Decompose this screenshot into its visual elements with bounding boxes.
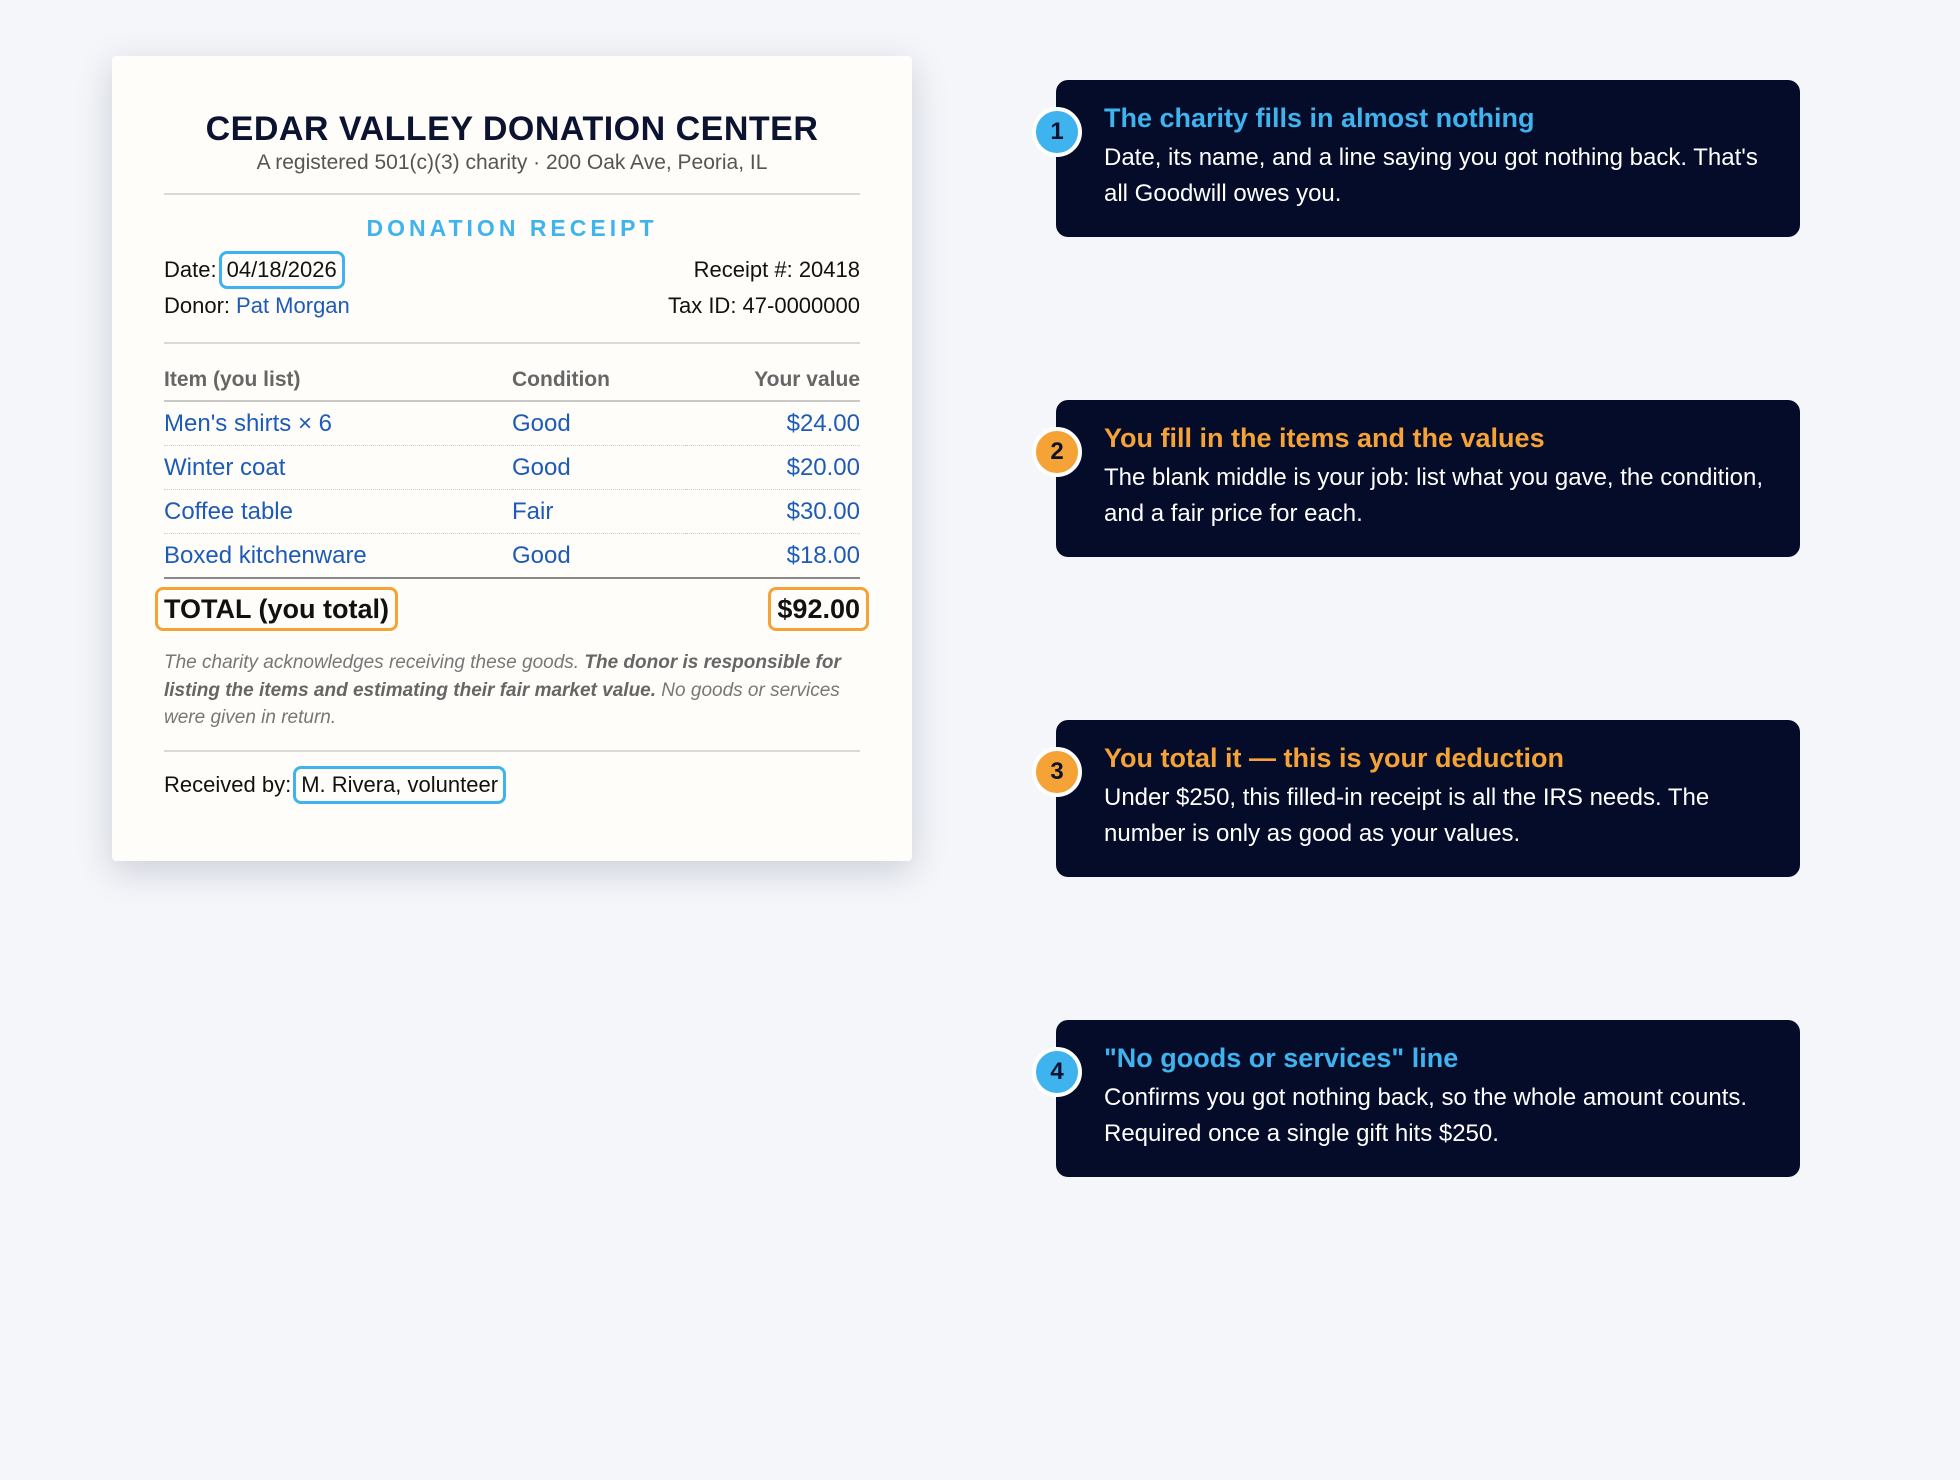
receipt-number: Receipt #: 20418: [693, 257, 860, 283]
table-row: [164, 401, 860, 446]
callout-body: Date, its name, and a line saying you got nothing back. That's all Goodwill owes you.: [1104, 144, 1758, 208]
fine-print-bold: The donor is responsible for listing the items and estimating their fair market value.: [164, 652, 841, 701]
date-label: Date:: [164, 257, 217, 283]
donor-label: Donor:: [164, 293, 231, 319]
table-row: [164, 446, 860, 490]
table-row: [164, 490, 860, 534]
donation-receipt: [112, 56, 912, 861]
item-condition: Fair: [512, 490, 686, 534]
org-subtitle: A registered 501(c)(3) charity · 200 Oak Ave, Peoria, IL: [256, 151, 768, 175]
callout-3: [1050, 720, 1800, 877]
received-value: M. Rivera, volunteer: [293, 766, 506, 804]
callout-body: The blank middle is your job: list what you gave, the condition, and a fair price for each.: [1104, 464, 1764, 528]
item-condition: Good: [512, 446, 686, 490]
org-name: CEDAR VALLEY DONATION CENTER: [205, 110, 819, 148]
date-field: [164, 251, 345, 289]
received-by-field: [164, 766, 860, 804]
donor-field: [164, 293, 350, 319]
total-label: TOTAL (you total): [155, 587, 398, 631]
divider: [164, 342, 860, 344]
donor-name: Pat Morgan: [236, 293, 350, 319]
callout-body: Under $250, this filled-in receipt is all the IRS needs. The number is only as good as your values.: [1104, 784, 1710, 848]
item-name: Men's shirts × 6: [164, 401, 512, 446]
item-condition: Good: [512, 401, 686, 446]
callout-2: [1050, 400, 1800, 557]
divider: [164, 750, 860, 752]
received-label: Received by:: [164, 771, 292, 797]
items-table: [164, 368, 860, 579]
callout-4: [1050, 1020, 1800, 1177]
fine-print-text: The charity acknowledges receiving these goods.: [164, 652, 585, 674]
callout-number-badge: 3: [1032, 747, 1082, 797]
callout-number-badge: 2: [1032, 427, 1082, 477]
table-row: [164, 534, 860, 579]
item-name: Winter coat: [164, 446, 512, 490]
callout-title: You total it — this is your deduction: [1104, 743, 1565, 773]
total-value: $92.00: [768, 587, 869, 631]
date-value: 04/18/2026: [219, 251, 345, 289]
item-value: $24.00: [686, 401, 860, 446]
callout-body: Confirms you got nothing back, so the whole amount counts. Required once a single gift hits $250.: [1104, 1084, 1748, 1148]
item-value: $30.00: [686, 490, 860, 534]
fine-print-no-goods: No goods or services were given in return.: [164, 679, 840, 729]
callout-number-badge: 1: [1032, 107, 1082, 157]
total-row: [155, 583, 869, 635]
callout-title: "No goods or services" line: [1104, 1043, 1459, 1073]
items-table-header: [164, 368, 860, 401]
item-value: $18.00: [686, 534, 860, 579]
item-name: Boxed kitchenware: [164, 534, 512, 579]
divider: [164, 193, 860, 195]
callout-title: You fill in the items and the values: [1104, 423, 1545, 453]
meta-row-date: [164, 252, 860, 288]
fine-print: [164, 649, 860, 732]
tax-id: Tax ID: 47-0000000: [667, 293, 860, 319]
column-header-condition: Condition: [512, 368, 686, 401]
callout-title: The charity fills in almost nothing: [1104, 103, 1535, 133]
item-condition: Good: [512, 534, 686, 579]
item-name: Coffee table: [164, 490, 512, 534]
meta-row-donor: [164, 288, 860, 324]
column-header-value: Your value: [686, 368, 860, 401]
item-value: $20.00: [686, 446, 860, 490]
column-header-item: Item (you list): [164, 368, 512, 401]
callout-number-badge: 4: [1032, 1047, 1082, 1097]
receipt-heading: DONATION RECEIPT: [366, 215, 658, 242]
callout-1: [1050, 80, 1800, 237]
